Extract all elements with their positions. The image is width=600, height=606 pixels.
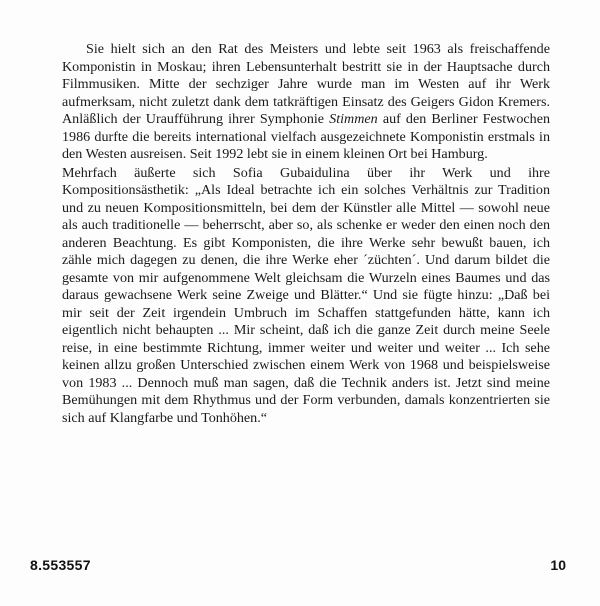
paragraph-biography (62, 41, 550, 164)
page-number: 10 (550, 557, 566, 573)
symphony-title: Stimmen (329, 111, 378, 127)
paragraph-biography-text-after: auf den Berliner Festwochen 1986 durfte die bereits international vielfach ausgezeichnete Komponistin erstmals in den Westen ausreisen. Seit 1992 lebt sie in einem kleinen Ort bei Hamburg. (62, 111, 550, 162)
paragraph-aesthetics: Mehrfach äußerte sich Sofia Gubaidulina über ihr Werk und ihre Kompositionsästhetik: „Als Ideal betrachte ich ein solches Verhältnis zur Tradition und zu neuen Kompositionsmitteln, bei dem der Künstler alle Mittel — sowohl neue als auch traditionelle — beherrscht, aber so, als schenke er weder den einen noch den anderen Beachtung. Es gibt Komponisten, die ihre Werke sehr bewußt bauen, ich zähle mich dagegen zu denen, die ihre Werke eher ´züchten´. Und darum bildet die gesamte von mir aufgenommene Welt gleichsam die Wurzeln eines Baumes und das daraus gewachsene Werk seine Zweige und Blätter.“ Und sie fügte hinzu: „Daß bei mir seit der Zeit irgendein Umbruch im Schaffen stattgefunden hätte, kann ich eigentlich nicht behaupten ... Mir scheint, daß ich die ganze Zeit durch meine Seele reise, in eine bestimmte Richtung, immer weiter und weiter und weiter ... Ich sehe keinen allzu großen Unterschied zwischen einem Werk von 1968 und beispielsweise von 1983 ... Dennoch muß man sagen, daß die Technik anders ist. Jetzt sind meine Bemühungen mit dem Rhythmus und der Form verbunden, damals konzentrierten sie sich auf Klangfarbe und Tonhöhen.“ (62, 164, 550, 426)
catalog-number: 8.553557 (30, 557, 91, 573)
paragraph-biography-text-before: Sie hielt sich an den Rat des Meisters und lebte seit 1963 als freischaffende Komponistin in Moskau; ihren Lebensunterhalt bestritt sie in der Hauptsache durch Filmmusiken. Mitte der sechziger Jahre wurde man im Westen auf ihr Werk aufmerksam, nicht zuletzt dank dem tatkräftigen Einsatz des Geigers Gidon Kremers. Anläßlich der Uraufführung ihrer Symphonie (62, 41, 550, 127)
body-text (62, 41, 550, 427)
